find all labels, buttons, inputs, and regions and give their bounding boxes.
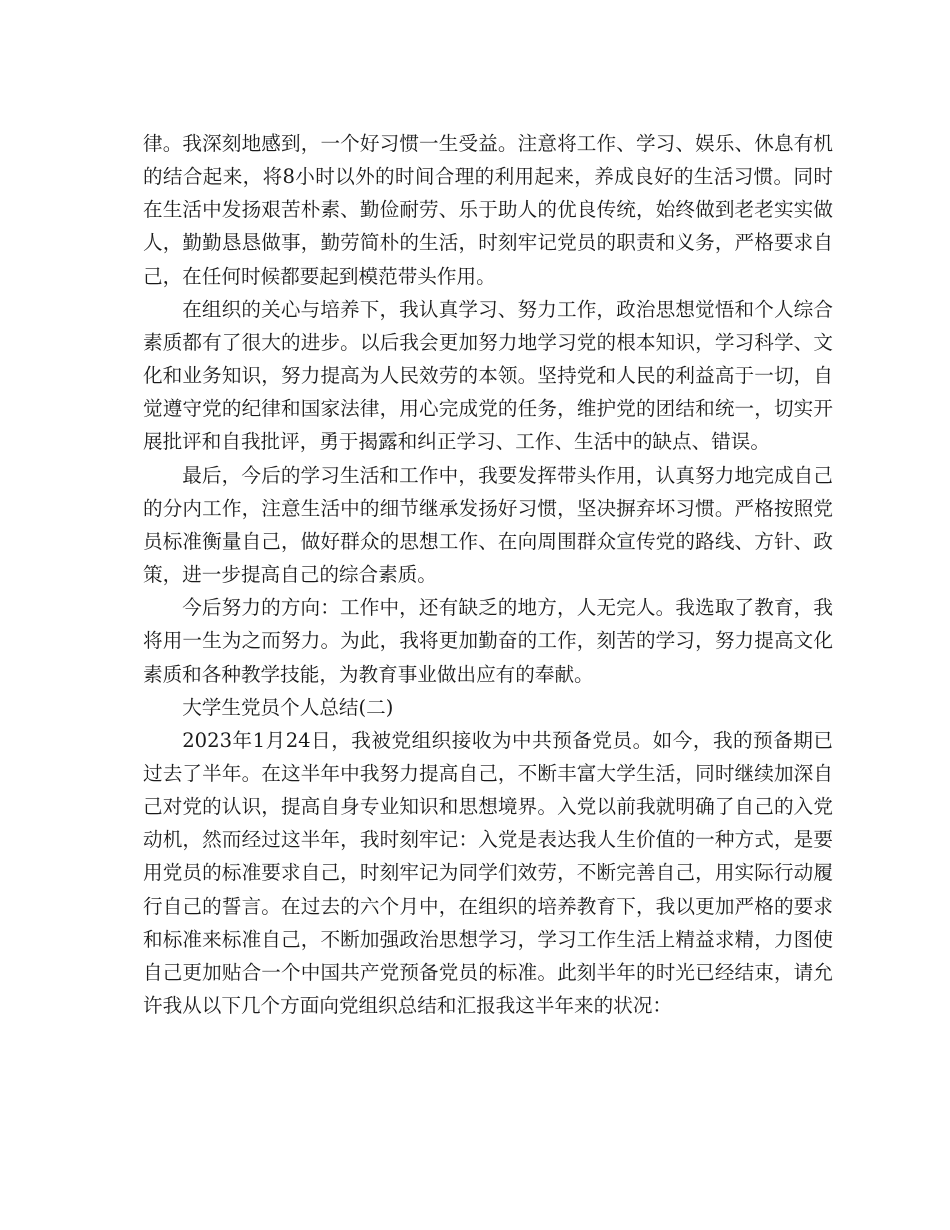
- paragraph: 2023年1月24日，我被党组织接收为中共预备党员。如今，我的预备期已过去了半年。在这半年中我努力提高自己，不断丰富大学生活，同时继续加深自己对党的认识，提高自身专业知识和思想境界。入党以前我就明确了自己的入党动机，然而经过这半年，我时刻牢记：入党是表达我人生价值的一种方式，是要用党员的标准要求自己，时刻牢记为同学们效劳，不断完善自己，用实际行动履行自己的誓言。在过去的六个月中，在组织的培养教育下，我以更加严格的要求和标准来标准自己，不断加强政治思想学习，学习工作生活上精益求精，力图使自己更加贴合一个中国共产党预备党员的标准。此刻半年的时光已经结束，请允许我从以下几个方面向党组织总结和汇报我这半年来的状况：: [143, 728, 833, 1018]
- section-heading: 大学生党员个人总结(二): [182, 695, 394, 719]
- paragraph: 今后努力的方向：工作中，还有缺乏的地方，人无完人。我选取了教育，我将用一生为之而努力。为此，我将更加勤奋的工作，刻苦的学习，努力提高文化素质和各种教学技能，为教育事业做出应有的奉献。: [143, 596, 833, 686]
- document-body: [143, 127, 833, 1022]
- paragraph-continuation: 律。我深刻地感到，一个好习惯一生受益。注意将工作、学习、娱乐、休息有机的结合起来，将8小时以外的时间合理的利用起来，养成良好的生活习惯。同时在生活中发扬艰苦朴素、勤俭耐劳、乐于助人的优良传统，始终做到老老实实做人，勤勤恳恳做事，勤劳简朴的生活，时刻牢记党员的职责和义务，严格要求自己，在任何时候都要起到模范带头作用。: [143, 132, 833, 288]
- paragraph: 在组织的关心与培养下，我认真学习、努力工作，政治思想觉悟和个人综合素质都有了很大的进步。以后我会更加努力地学习党的根本知识，学习科学、文化和业务知识，努力提高为人民效劳的本领。坚持党和人民的利益高于一切，自觉遵守党的纪律和国家法律，用心完成党的任务，维护党的团结和统一，切实开展批评和自我批评，勇于揭露和纠正学习、工作、生活中的缺点、错误。: [143, 297, 833, 454]
- paragraph: 最后，今后的学习生活和工作中，我要发挥带头作用，认真努力地完成自己的分内工作，注意生活中的细节继承发扬好习惯，坚决摒弃坏习惯。严格按照党员标准衡量自己，做好群众的思想工作、在向周围群众宣传党的路线、方针、政策，进一步提高自己的综合素质。: [143, 463, 833, 587]
